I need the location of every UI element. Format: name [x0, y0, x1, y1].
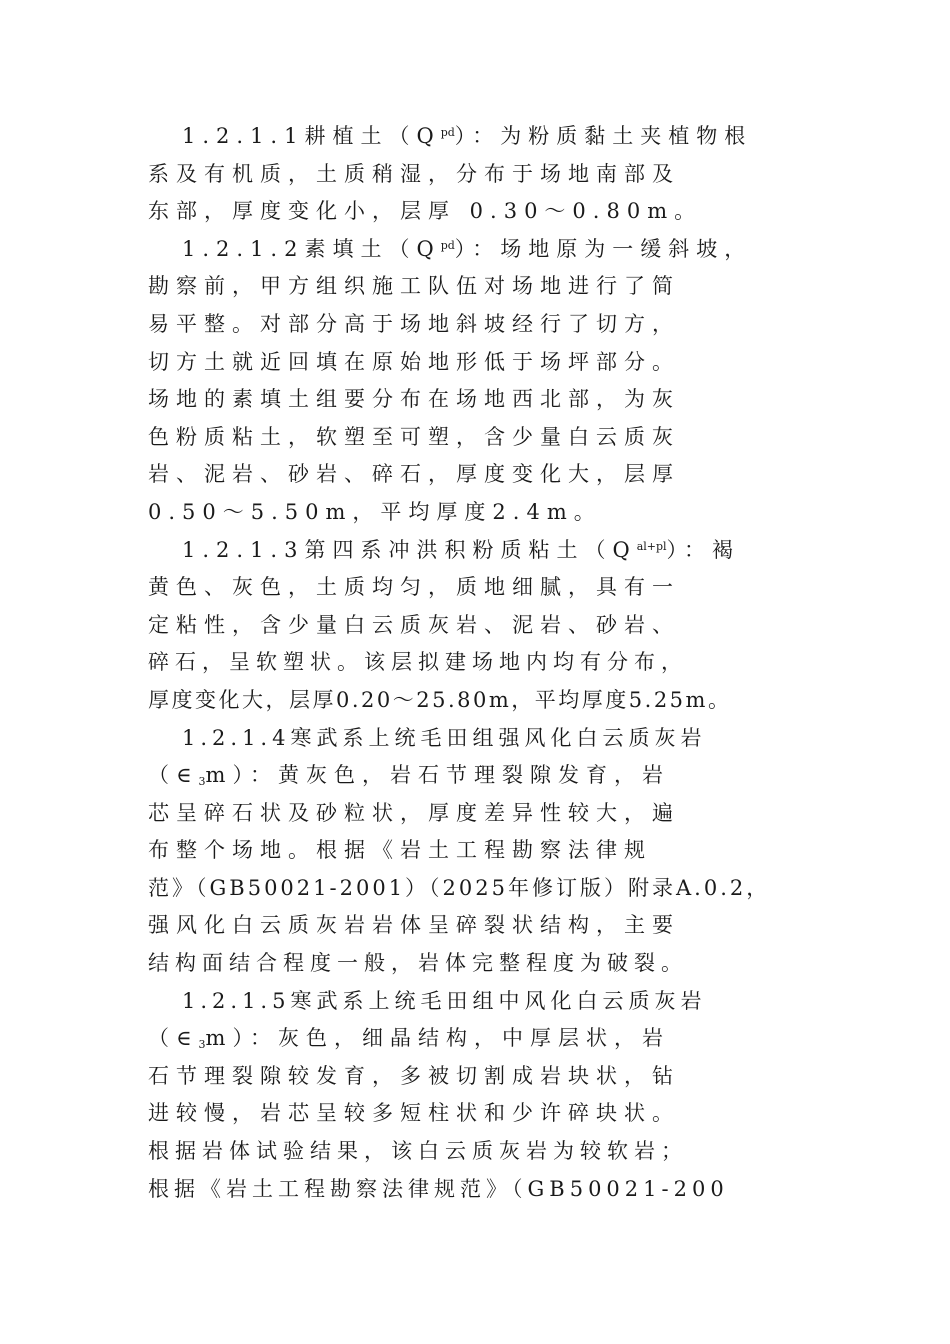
paragraph-line: 易平整。对部分高于场地斜坡经行了切方， [148, 311, 680, 336]
paragraph-line: 勘察前，甲方组织施工队伍对场地进行了简 [148, 274, 680, 299]
paragraph-line: 根据岩体试验结果，该白云质灰岩为较软岩； [148, 1139, 688, 1164]
text-run: 1.2.1.3第四系冲洪积粉质粘土（Q [182, 537, 637, 562]
paragraph-line: 0.50～5.50m，平均厚度2.4m。 [148, 499, 602, 524]
paragraph-line: 系及有机质，土质稍湿，分布于场地南部及 [148, 161, 680, 186]
paragraph-line: 场地的素填土组要分布在场地西北部，为灰 [148, 387, 680, 412]
paragraph-line: 结构面结合程度一般，岩体完整程度为破裂。 [148, 951, 688, 976]
paragraph-line [148, 118, 808, 156]
paragraph-line: 1.2.1.5寒武系上统毛田组中风化白云质灰岩 [182, 988, 707, 1013]
paragraph-line: 东部，厚度变化小，层厚 0.30～0.80m。 [148, 199, 703, 224]
subscript: 3 [198, 1038, 206, 1052]
text-run: m）：灰色，细晶结构，中厚层状，岩 [205, 1026, 670, 1051]
paragraph-line: 强风化白云质灰岩岩体呈碎裂状结构，主要 [148, 913, 680, 938]
text-run: m）：黄灰色，岩石节理裂隙发育，岩 [205, 763, 670, 788]
paragraph-line [148, 1020, 808, 1058]
paragraph-line [148, 757, 808, 795]
paragraph-line: 布整个场地。根据《岩土工程勘察法律规 [148, 838, 652, 863]
paragraph-line: 岩、泥岩、砂岩、碎石，厚度变化大，层厚 [148, 462, 680, 487]
subscript: 3 [198, 775, 206, 789]
text-run: （∈ [148, 1026, 199, 1051]
text-run: 1.2.1.2素填土（Q [182, 236, 441, 261]
paragraph-line: 范》（GB50021-2001）（2025年修订版）附录A.0.2， [148, 875, 771, 900]
paragraph-line: 色粉质粘土，软塑至可塑，含少量白云质灰 [148, 424, 680, 449]
text-run: ）：褐 [666, 537, 741, 562]
paragraph-line [148, 532, 808, 570]
superscript: al+pl [636, 539, 667, 553]
paragraph-line: 切方土就近回填在原始地形低于场坪部分。 [148, 349, 680, 374]
paragraph-line: 芯呈碎石状及砂粒状，厚度差异性较大，遍 [148, 800, 680, 825]
paragraph-line: 碎石，呈软塑状。该层拟建场地内均有分布， [148, 650, 688, 675]
text-run: ）：为粉质黏土夹植物根 [454, 124, 753, 148]
paragraph-line: 根据《岩土工程勘察法律规范》（GB50021-200 [148, 1176, 729, 1201]
body-text [148, 118, 808, 1208]
text-run: 1.2.1.1耕植土（Q [182, 124, 441, 148]
text-run: （∈ [148, 763, 199, 788]
text-run: ）：场地原为一缓斜坡， [454, 236, 753, 261]
paragraph-line: 黄色、灰色，土质均匀，质地细腻，具有一 [148, 575, 680, 600]
paragraph-line: 石节理裂隙较发育，多被切割成岩块状，钻 [148, 1063, 680, 1088]
paragraph-line: 厚度变化大，层厚0.20～25.80m，平均厚度5.25m。 [148, 687, 732, 712]
paragraph-line [148, 231, 808, 269]
paragraph-line: 1.2.1.4寒武系上统毛田组强风化白云质灰岩 [182, 725, 707, 750]
superscript: pd [440, 238, 455, 252]
superscript: pd [440, 126, 455, 139]
paragraph-line: 进较慢，岩芯呈较多短柱状和少许碎块状。 [148, 1101, 680, 1126]
paragraph-line: 定粘性，含少量白云质灰岩、泥岩、砂岩、 [148, 612, 680, 637]
